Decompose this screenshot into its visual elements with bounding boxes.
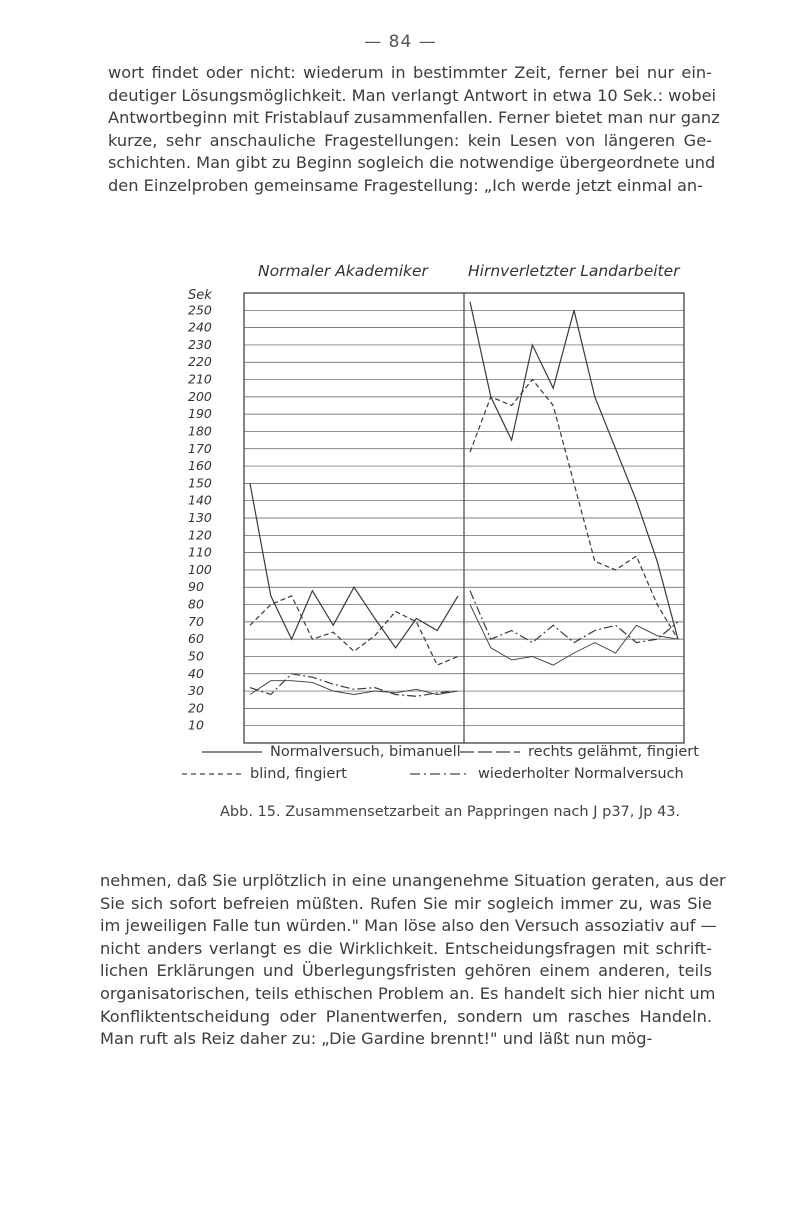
series-line-left-1 <box>250 596 458 665</box>
paragraph-top <box>108 62 720 198</box>
y-tick-label: 170 <box>188 440 212 456</box>
y-tick-label: 80 <box>188 596 204 612</box>
series-line-right-0 <box>470 302 678 640</box>
page-number: — 84 — <box>364 32 437 52</box>
text-line: den Einzelproben gemeinsame Fragestellung: „Ich werde jetzt einmal an- <box>108 175 703 195</box>
y-tick-label: 140 <box>188 492 212 508</box>
y-tick-label: 200 <box>188 388 212 404</box>
text-line: Sie sich sofort befreien müßten. Rufen Sie mir sogleich immer zu, was Sie <box>100 893 712 913</box>
y-tick-label: 160 <box>188 458 212 474</box>
legend-sample-solid <box>202 749 262 755</box>
y-tick-label: 40 <box>188 665 204 681</box>
panel-title-right: Hirnverletzter Landarbeiter <box>468 262 680 280</box>
legend-label: Normalversuch, bimanuell <box>270 744 461 760</box>
legend-item-repeated <box>410 766 684 782</box>
text-line: Konfliktentscheidung oder Planentwerfen, sondern um rasches Handeln. <box>100 1006 712 1026</box>
text-line: im jeweiligen Falle tun würden." Man löse also den Versuch assoziativ auf — <box>100 916 717 936</box>
series-line-right-2 <box>470 591 678 643</box>
y-tick-label: 60 <box>188 631 204 647</box>
chart <box>186 285 706 755</box>
y-tick-label: 20 <box>188 700 204 716</box>
y-tick-label: 50 <box>188 648 204 664</box>
text-line: Antwortbeginn mit Fristablauf zusammenfallen. Ferner bietet man nur ganz <box>108 108 720 128</box>
y-tick-label: 100 <box>188 561 212 577</box>
text-line: organisatorischen, teils ethischen Problem an. Es handelt sich hier nicht um <box>100 983 716 1003</box>
legend-label: rechts gelähmt, fingiert <box>528 744 699 760</box>
legend-label: wiederholter Normalversuch <box>478 766 684 782</box>
y-tick-label: 110 <box>188 544 212 560</box>
legend-sample-longdash <box>460 749 520 755</box>
y-tick-label: 130 <box>188 510 212 525</box>
text-line: wort findet oder nicht: wiederum in bestimmter Zeit, ferner bei nur ein- <box>108 63 712 82</box>
legend-item-normal <box>202 744 461 760</box>
legend-label: blind, fingiert <box>250 766 347 782</box>
legend-sample-dotdash <box>410 771 470 777</box>
y-tick-label: 250 <box>188 302 212 318</box>
text-line: lichen Erklärungen und Überlegungsfristen gehören einem anderen, teils <box>100 961 712 981</box>
text-line: nehmen, daß Sie urplötzlich in eine unangenehme Situation geraten, aus der <box>100 871 726 890</box>
y-tick-label: 240 <box>188 319 212 335</box>
legend-item-right-paralysed <box>460 744 699 760</box>
y-tick-label: 180 <box>188 423 212 439</box>
panel-title-left: Normaler Akademiker <box>258 262 428 280</box>
series-line-left-2 <box>250 674 458 697</box>
text-line: deutiger Lösungsmöglichkeit. Man verlangt Antwort in etwa 10 Sek.: wobei <box>108 85 717 105</box>
figure-caption: Abb. 15. Zusammensetzarbeit an Pappringen nach J p37, Jp 43. <box>220 804 681 820</box>
y-tick-label: 220 <box>188 354 212 370</box>
series-line-left-0 <box>250 483 458 647</box>
y-tick-label: 30 <box>188 683 204 699</box>
y-tick-label: 150 <box>188 475 212 491</box>
chart-axes <box>188 288 684 743</box>
y-tick-label: 70 <box>188 613 204 629</box>
y-tick-label: 230 <box>188 336 212 352</box>
text-line: schichten. Man gibt zu Beginn sogleich die notwendige übergeordnete und <box>108 153 716 173</box>
y-axis-label: Sek <box>188 288 212 303</box>
text-line: Man ruft als Reiz daher zu: „Die Gardine brennt!" und läßt nun mög- <box>100 1029 653 1049</box>
text-line: nicht anders verlangt es die Wirklichkeit. Entscheidungsfragen mit schrift- <box>100 938 712 958</box>
text-line: kurze, sehr anschauliche Fragestellungen: kein Lesen von längeren Ge- <box>108 130 712 150</box>
paragraph-bottom <box>100 870 726 1051</box>
y-tick-label: 190 <box>188 406 212 422</box>
y-tick-label: 10 <box>188 717 204 733</box>
legend-item-blind <box>182 766 347 782</box>
y-tick-label: 90 <box>188 579 204 595</box>
legend-sample-dashed <box>182 771 242 777</box>
series-line-left-3 <box>250 681 458 695</box>
y-tick-label: 210 <box>188 371 212 387</box>
y-tick-label: 120 <box>188 527 212 543</box>
